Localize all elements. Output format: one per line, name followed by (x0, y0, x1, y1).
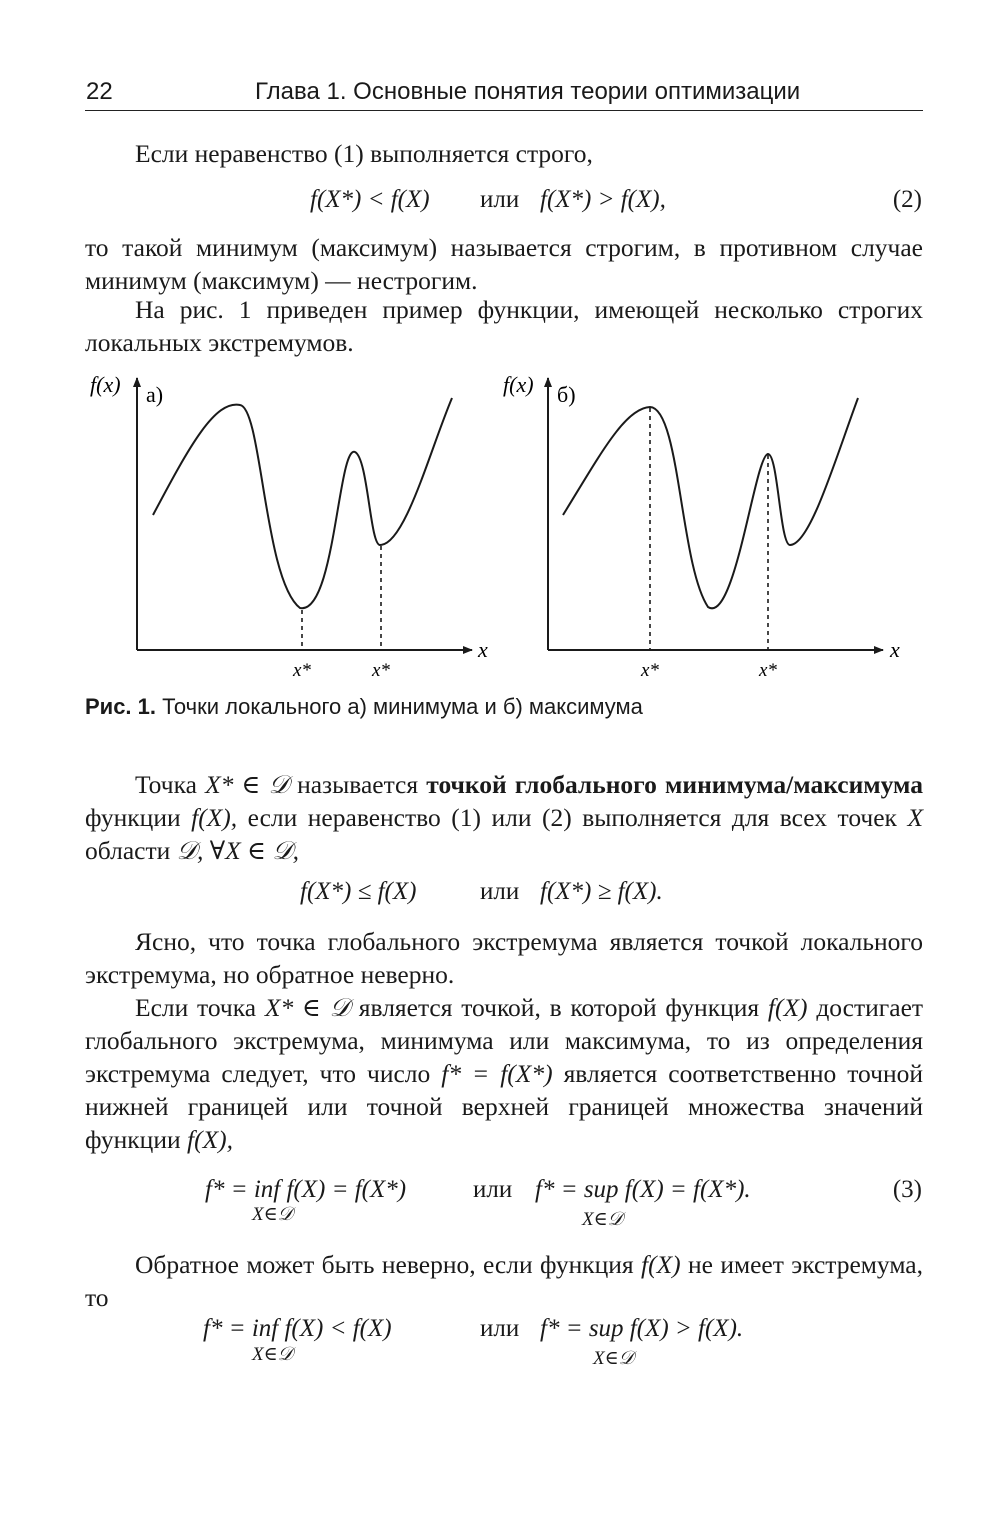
eq2-left: f(X*) < f(X) (310, 186, 430, 213)
eq2-number: (2) (892, 186, 922, 213)
eq2-right: f(X*) > f(X), (540, 186, 666, 213)
p6-math-3: f* = f(X*) (441, 1059, 553, 1088)
paragraph-intro: Если неравенство (1) выполняется строго, (135, 139, 593, 168)
p4-text-4: если неравенство (1) или (2) выполняется для всех точек (247, 803, 897, 832)
paragraph-global-definition (85, 768, 923, 867)
p7-math-1: f(X) (641, 1250, 681, 1279)
p7-text-2: не имеет экстремума, то (85, 1250, 923, 1312)
p6-text-3: достигает глобального экстремума, минимума или максимума, то из определения экстремума следует, что число (85, 993, 924, 1088)
p6-text-2: является точкой, в которой функция (358, 993, 760, 1022)
figure-caption-label: Рис. 1. (85, 694, 157, 719)
panel-b-xtick-1: x* (641, 660, 659, 681)
p7-text-1: Обратное может быть неверно, если функция (135, 1250, 634, 1279)
header-rule (85, 110, 923, 111)
p4-bold-term: точкой глобального минимума/максимума (426, 770, 924, 799)
running-header-title: Глава 1. Основные понятия теории оптимизации (255, 78, 801, 105)
panel-b-tag: б) (557, 382, 576, 407)
eq2-conjunction: или (480, 186, 520, 213)
panel-b-xtick-2: x* (759, 660, 777, 681)
panel-a-xtick-1: x* (293, 660, 311, 681)
p6-text-1: Если точка (135, 993, 257, 1022)
figure-caption-text: Точки локального а) минимума и б) максимума (162, 694, 643, 719)
page-number: 22 (86, 78, 113, 105)
p4-text-5: области (85, 836, 171, 865)
eq-last-conjunction: или (480, 1315, 520, 1342)
p6-math-4: f(X), (187, 1125, 234, 1154)
p4-text-1: Точка (135, 770, 197, 799)
panel-b-ylabel: f(x) (503, 372, 534, 397)
eq-last-sup-subscript: X∈𝒟 (593, 1348, 634, 1369)
eq3-conjunction: или (473, 1176, 513, 1203)
eq-global-conjunction: или (480, 878, 520, 905)
panel-a-xtick-2: x* (372, 660, 390, 681)
eq-global-left: f(X*) ≤ f(X) (300, 878, 417, 905)
paragraph-global-vs-local: Ясно, что точка глобального экстремума является точкой локального экстремума, но обратное неверно. (85, 927, 923, 989)
paragraph-converse (85, 1248, 923, 1314)
figure-1 (0, 360, 1000, 690)
p4-text-2: называется (297, 770, 419, 799)
figure-caption (85, 694, 643, 720)
eq3-inf-part: f* = inf f(X) = f(X*) (205, 1176, 407, 1203)
p6-text-4: является соответственно точной нижней границей или точной верхней границей множества значений функции (85, 1059, 923, 1154)
p4-math-3: X (907, 803, 924, 832)
eq-global-right: f(X*) ≥ f(X). (540, 878, 663, 905)
p6-math-2: f(X) (767, 993, 808, 1022)
panel-a-xlabel: x (478, 637, 488, 662)
panel-a-curve (153, 398, 452, 608)
panel-b (503, 372, 900, 681)
panel-a (90, 372, 488, 681)
eq3-sup-part: f* = sup f(X) = f(X*). (535, 1176, 751, 1203)
eq3-number: (3) (892, 1176, 922, 1203)
p4-math-4: 𝒟, ∀X ∈ 𝒟, (176, 836, 300, 865)
panel-b-xlabel: x (890, 637, 900, 662)
panel-a-ylabel: f(x) (90, 372, 121, 397)
p4-text-3: функции (85, 803, 181, 832)
panel-a-tag: а) (146, 382, 164, 407)
eq3-sup-subscript: X∈𝒟 (582, 1209, 623, 1230)
eq3-inf-subscript: X∈𝒟 (252, 1204, 293, 1225)
eq-last-sup-part: f* = sup f(X) > f(X). (540, 1315, 744, 1342)
p6-math-1: X* ∈ 𝒟 (264, 993, 350, 1022)
paragraph-strict: то такой минимум (максимум) называется строгим, в противном случае минимум (максимум) — нестрогим. (85, 233, 923, 295)
paragraph-figure-ref: На рис. 1 приведен пример функции, имеющей несколько строгих локальных экстремумов. (85, 295, 923, 357)
p4-math-1: X* ∈ 𝒟 (205, 770, 289, 799)
eq-last-inf-subscript: X∈𝒟 (252, 1344, 293, 1365)
panel-b-curve (563, 398, 858, 608)
eq-last-inf-part: f* = inf f(X) < f(X) (203, 1315, 392, 1342)
p4-math-2: f(X), (191, 803, 238, 832)
paragraph-sup-inf (85, 991, 923, 1156)
